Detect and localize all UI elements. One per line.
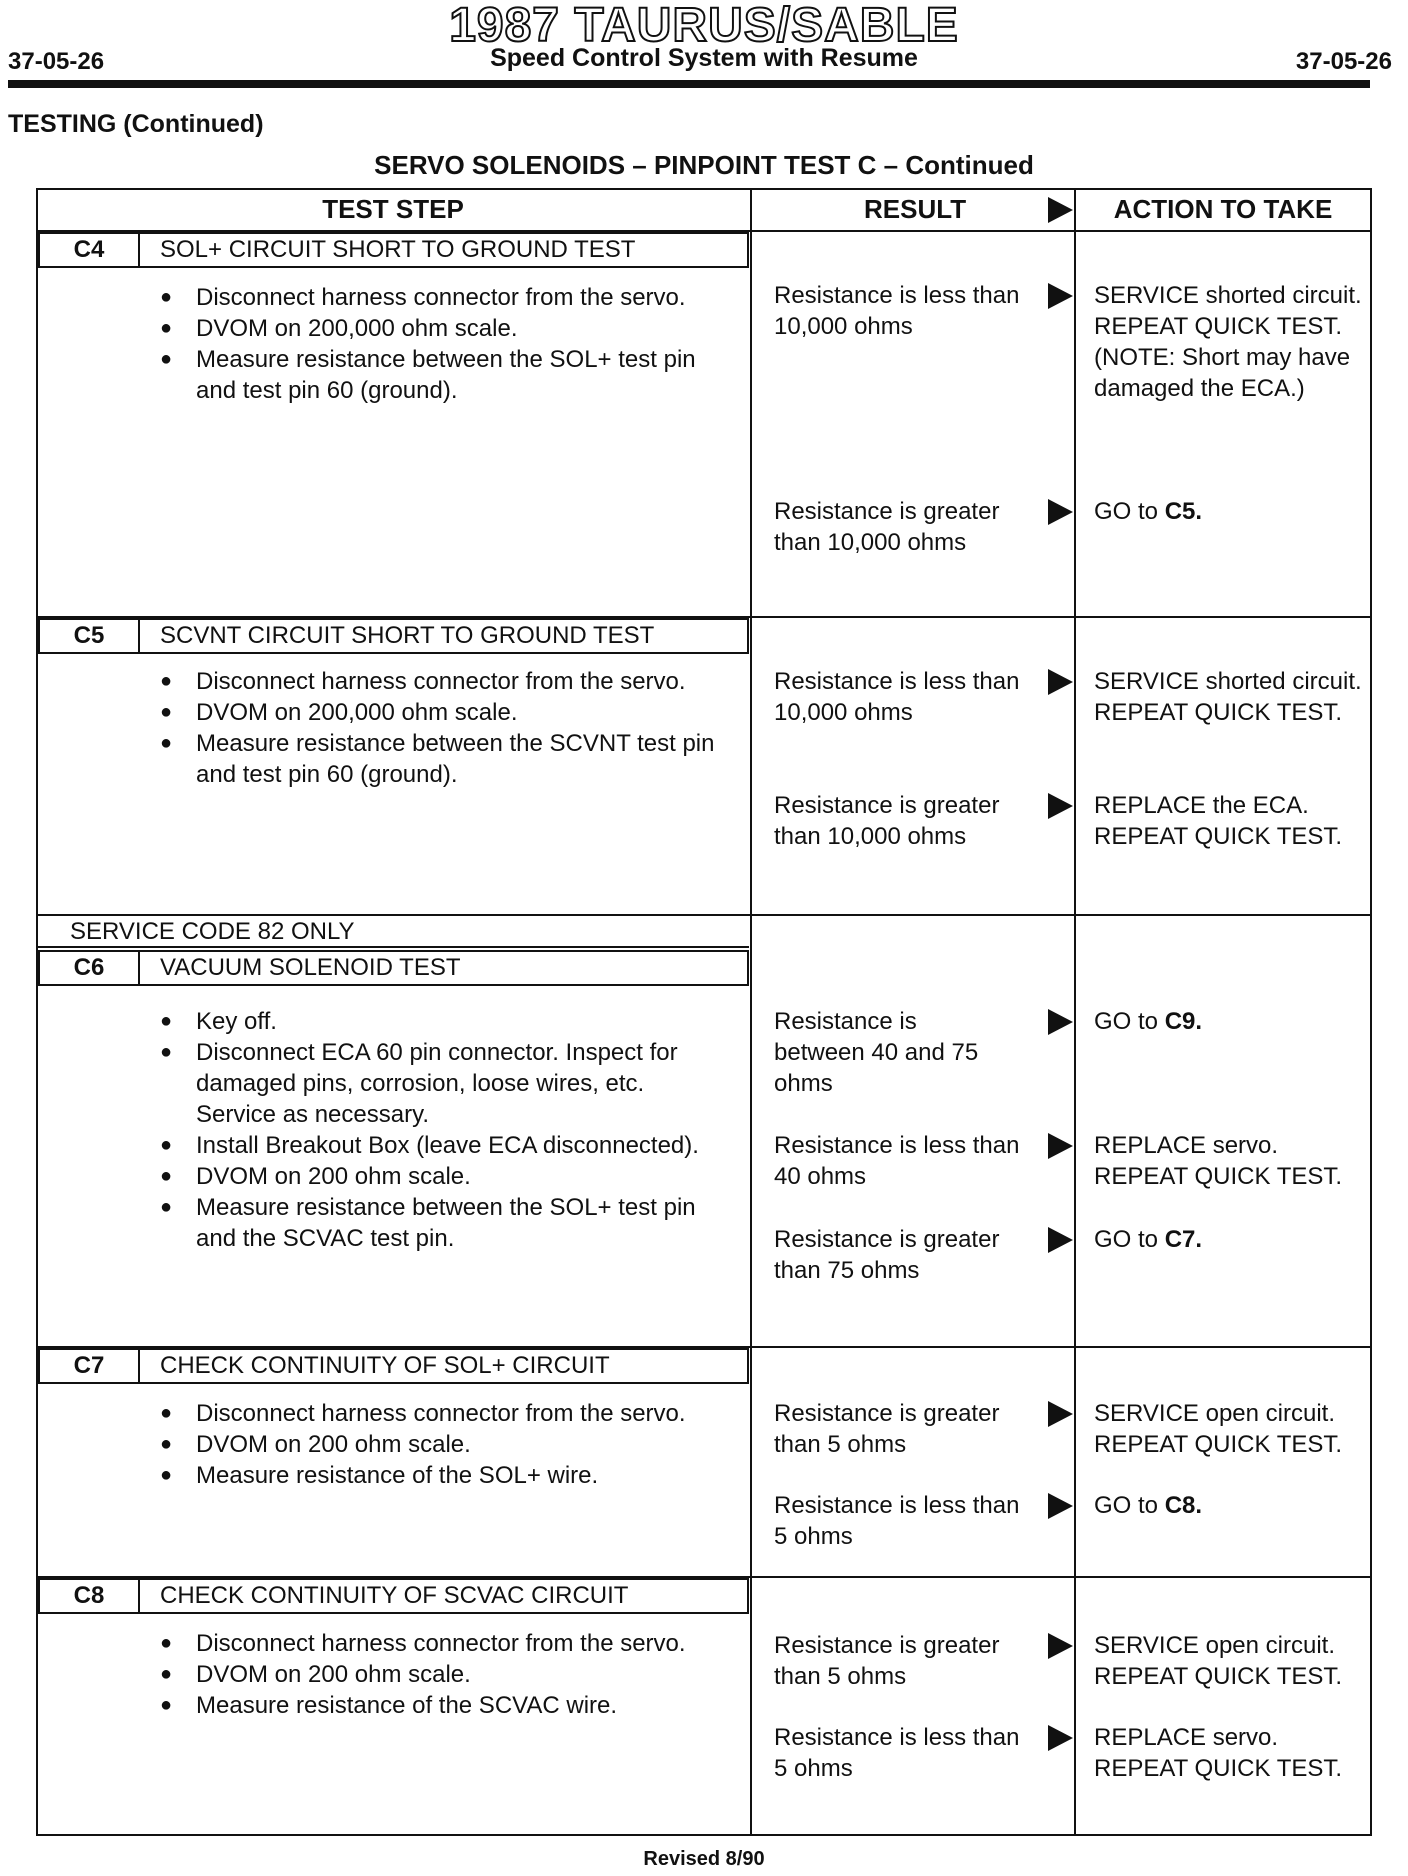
step-id: C6 [40, 952, 140, 984]
list-item: ● Measure resistance between the SOL+ test pin and the SCVAC test pin. [160, 1192, 720, 1254]
result-text: Resistance is between 40 and 75 ohms [774, 1008, 979, 1097]
action-text: SERVICE shorted circuit. REPEAT QUICK TEST. [1094, 668, 1362, 726]
result-text: Resistance is less than 10,000 ohms [774, 282, 1020, 340]
list-item: ● Install Breakout Box (leave ECA disconnected). [160, 1130, 720, 1161]
page-subtitle: Speed Control System with Resume [490, 44, 918, 72]
step-id: C8 [40, 1580, 140, 1612]
step-header-c8 [38, 1578, 749, 1614]
step-header-c7 [38, 1348, 749, 1384]
step-reference: C9. [1164, 1008, 1203, 1035]
result-text: Resistance is less than 5 ohms [774, 1724, 1020, 1782]
step-header-c6 [38, 950, 749, 986]
arrow-icon [1044, 1130, 1076, 1162]
result-text: Resistance is less than 10,000 ohms [774, 668, 1020, 726]
section-heading: TESTING (Continued) [8, 110, 264, 138]
step-id: C5 [40, 620, 140, 652]
action-text: REPLACE the ECA. REPEAT QUICK TEST. [1094, 792, 1343, 850]
action-text: REPLACE servo. REPEAT QUICK TEST. [1094, 1132, 1343, 1190]
action-text: SERVICE shorted circuit. REPEAT QUICK TEST. (NOTE: Short may have damaged the ECA.) [1094, 282, 1362, 402]
result-text: Resistance is less than 40 ohms [774, 1132, 1020, 1190]
result-text: Resistance is greater than 5 ohms [774, 1632, 1000, 1690]
result-text: Resistance is greater than 10,000 ohms [774, 792, 1000, 850]
table-border-right [1370, 188, 1372, 1836]
list-item: ● DVOM on 200 ohm scale. [160, 1161, 720, 1192]
step-name: SOL+ CIRCUIT SHORT TO GROUND TEST [160, 236, 636, 263]
action-text: GO to C5. [1094, 498, 1203, 525]
arrow-icon [1044, 1224, 1076, 1256]
list-item: ● Measure resistance between the SCVNT test pin and test pin 60 (ground). [160, 728, 720, 790]
list-item: ● DVOM on 200,000 ohm scale. [160, 313, 720, 344]
action-text: SERVICE open circuit. REPEAT QUICK TEST. [1094, 1400, 1343, 1458]
list-item: ● Key off. [160, 1006, 720, 1037]
result-text: Resistance is less than 5 ohms [774, 1492, 1020, 1550]
header-rule [8, 80, 1370, 88]
page-code-left: 37-05-26 [8, 48, 105, 75]
result-text: Resistance is greater than 75 ohms [774, 1226, 1000, 1284]
list-item: ● Disconnect harness connector from the servo. [160, 1628, 720, 1659]
list-item: ● Measure resistance between the SOL+ test pin and test pin 60 (ground). [160, 344, 720, 406]
service-code-label: SERVICE CODE 82 ONLY [38, 916, 749, 948]
list-item: ● Measure resistance of the SOL+ wire. [160, 1460, 720, 1491]
list-item: ● DVOM on 200,000 ohm scale. [160, 697, 720, 728]
result-text: Resistance is greater than 10,000 ohms [774, 498, 1000, 556]
column-header-result: RESULT [864, 194, 967, 224]
action-text: GO to C7. [1094, 1226, 1203, 1253]
step-name: SCVNT CIRCUIT SHORT TO GROUND TEST [160, 622, 655, 649]
result-text: Resistance is greater than 5 ohms [774, 1400, 1000, 1458]
arrow-icon [1044, 790, 1076, 822]
column-header-test-step: TEST STEP [322, 194, 464, 224]
page-title: 1987 TAURUS/SABLE [449, 0, 959, 52]
step-id: C4 [40, 234, 140, 266]
step-c7-instructions [160, 1398, 720, 1491]
arrow-icon [1044, 496, 1076, 528]
action-text: GO to C8. [1094, 1492, 1203, 1519]
table-title: SERVO SOLENOIDS – PINPOINT TEST C – Continued [374, 150, 1034, 180]
step-name: CHECK CONTINUITY OF SOL+ CIRCUIT [160, 1352, 610, 1379]
step-reference: C7. [1164, 1226, 1203, 1253]
action-text: GO to C9. [1094, 1008, 1203, 1035]
arrow-icon [1044, 666, 1076, 698]
step-id: C7 [40, 1350, 140, 1382]
step-c5-instructions [160, 666, 720, 790]
arrow-icon [1044, 1490, 1076, 1522]
list-item: ● Disconnect harness connector from the servo. [160, 1398, 720, 1429]
step-name: CHECK CONTINUITY OF SCVAC CIRCUIT [160, 1582, 629, 1609]
page-code-right: 37-05-26 [1295, 48, 1392, 75]
step-name: VACUUM SOLENOID TEST [160, 954, 461, 981]
list-item: ● DVOM on 200 ohm scale. [160, 1429, 720, 1460]
step-reference: C8. [1164, 1492, 1203, 1519]
column-header-action: ACTION TO TAKE [1113, 194, 1333, 224]
arrow-icon [1044, 1722, 1076, 1754]
step-c4-instructions [160, 282, 720, 406]
action-text: REPLACE servo. REPEAT QUICK TEST. [1094, 1724, 1343, 1782]
column-divider-1 [750, 188, 752, 1836]
table-border-bottom [36, 1834, 1372, 1836]
list-item: ● Measure resistance of the SCVAC wire. [160, 1690, 720, 1721]
arrow-icon [1044, 1630, 1076, 1662]
list-item: ● Disconnect harness connector from the servo. [160, 666, 720, 697]
arrow-icon [1044, 1006, 1076, 1038]
list-item: ● DVOM on 200 ohm scale. [160, 1659, 720, 1690]
revision-footer: Revised 8/90 [643, 1848, 765, 1870]
step-header-c4 [38, 232, 749, 268]
step-header-c5 [38, 618, 749, 654]
header-arrow-icon [1044, 194, 1076, 226]
list-item: ● Disconnect ECA 60 pin connector. Inspect for damaged pins, corrosion, loose wires, etc. Service as necessary. [160, 1037, 720, 1130]
action-text: SERVICE open circuit. REPEAT QUICK TEST. [1094, 1632, 1343, 1690]
step-c6-instructions [160, 1006, 720, 1254]
arrow-icon [1044, 1398, 1076, 1430]
arrow-icon [1044, 280, 1076, 312]
step-reference: C5. [1164, 498, 1203, 525]
list-item: ● Disconnect harness connector from the servo. [160, 282, 720, 313]
step-c8-instructions [160, 1628, 720, 1721]
